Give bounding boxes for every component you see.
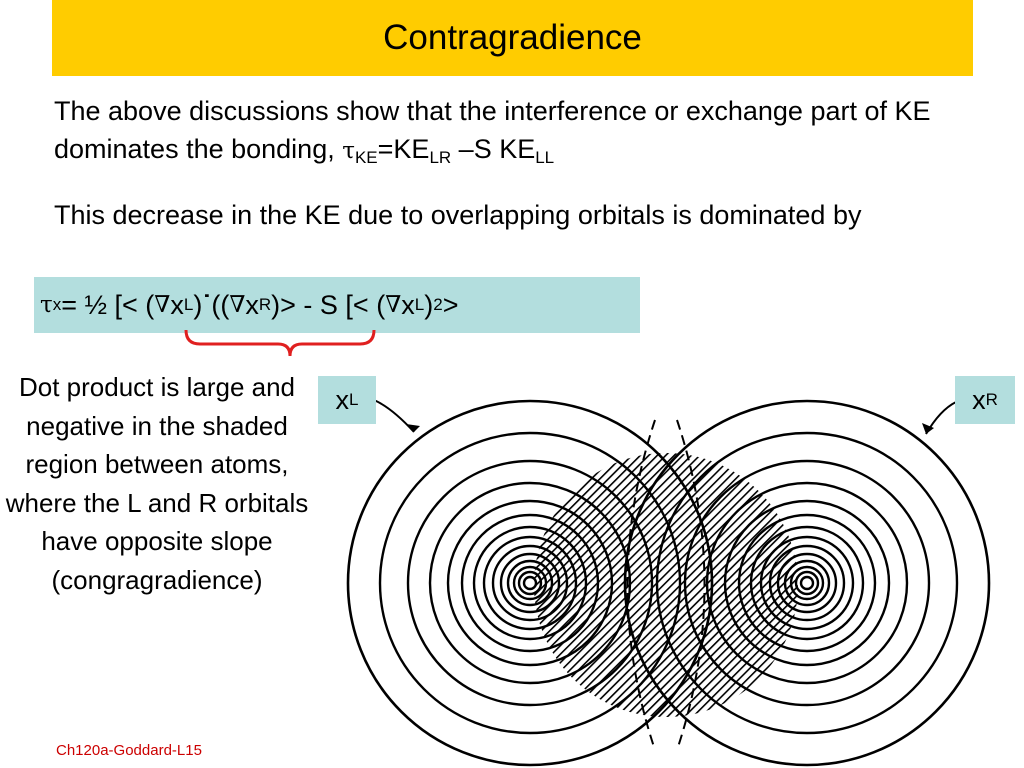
formula-tau: τ bbox=[40, 292, 53, 318]
para1-mid: –S KE bbox=[451, 134, 536, 164]
caption-text: Dot product is large and negative in the shaded region between atoms, where the L and R orbitals have opposite slope (congragradience) bbox=[5, 372, 309, 595]
label-xr-main: x bbox=[972, 384, 986, 415]
paragraph-decrease: This decrease in the KE due to overlapping orbitals is dominated by bbox=[54, 200, 862, 230]
formula-part6: > bbox=[442, 289, 459, 320]
ke-lr-subscript: LR bbox=[429, 148, 452, 167]
formula-x2: x bbox=[245, 289, 259, 320]
tau-symbol: τ bbox=[342, 138, 355, 164]
para1-text: The above discussions show that the interference or exchange part of KE dominates the bonding, bbox=[54, 96, 931, 164]
tau-subscript: KE bbox=[354, 148, 378, 167]
para1-eq: =KE bbox=[377, 134, 430, 164]
ke-ll-subscript: LL bbox=[535, 148, 555, 167]
formula-part1: = ½ [< ( bbox=[61, 289, 155, 320]
formula-dot: ˙ bbox=[202, 289, 212, 320]
slide-title: Contragradience bbox=[383, 18, 642, 57]
nabla-symbol-3: ∇ bbox=[385, 292, 402, 318]
nabla-symbol-1: ∇ bbox=[154, 292, 171, 318]
label-xl-main: x bbox=[335, 384, 350, 415]
formula-part2: ) bbox=[193, 289, 203, 320]
formula-part3: (( bbox=[211, 289, 230, 320]
arrow-left-icon bbox=[406, 424, 420, 432]
right-contour-ring-1 bbox=[801, 577, 813, 589]
label-xr: x R bbox=[955, 376, 1015, 424]
formula-part5: ) bbox=[424, 289, 434, 320]
footer-text: Ch120a-Goddard-L15 bbox=[56, 742, 202, 759]
formula-box: τ x = ½ [< ( ∇ x L ) ˙ (( ∇ x R )> - S [< ( ∇ x L ) 2 > bbox=[34, 277, 640, 333]
formula-part4: )> - S [< ( bbox=[271, 289, 386, 320]
label-xl: x L bbox=[318, 376, 376, 424]
pointer-line-left bbox=[374, 400, 414, 432]
right-contour-ring-2 bbox=[796, 572, 818, 594]
curly-brace bbox=[186, 330, 374, 356]
formula-x3: x bbox=[401, 289, 415, 320]
formula-x1: x bbox=[170, 289, 184, 320]
nabla-symbol-2: ∇ bbox=[229, 292, 246, 318]
